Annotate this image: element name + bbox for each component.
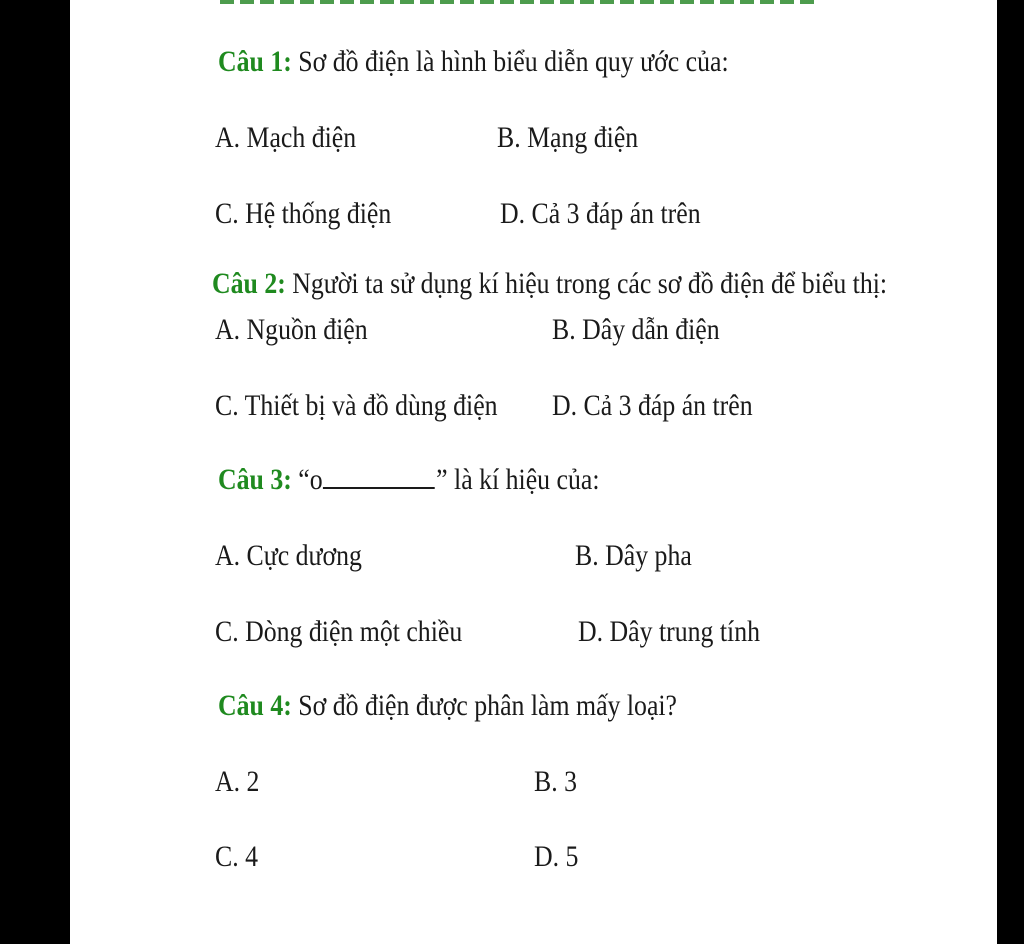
question-2-option-c: C. Thiết bị và đồ dùng điện [215, 389, 498, 422]
question-3-text-before: “o [291, 463, 323, 496]
question-1-text: Sơ đồ điện là hình biểu diễn quy ước của: [291, 45, 729, 78]
question-3-option-c: C. Dòng điện một chiều [215, 615, 463, 648]
question-1-option-a: A. Mạch điện [215, 121, 357, 154]
question-2 [212, 266, 887, 302]
question-3-label: Câu 3: [218, 463, 292, 496]
question-4-text: Sơ đồ điện được phân làm mấy loại? [291, 689, 678, 722]
question-1-option-b: B. Mạng điện [497, 121, 639, 154]
cropped-header-text [220, 0, 820, 4]
question-4-label: Câu 4: [218, 689, 292, 722]
question-4-option-a: A. 2 [215, 765, 260, 798]
document-page [70, 0, 997, 944]
symbol-line [323, 463, 435, 489]
question-2-option-a: A. Nguồn điện [215, 313, 368, 346]
question-4-option-b: B. 3 [534, 765, 578, 798]
question-1 [218, 44, 729, 80]
question-3-option-d: D. Dây trung tính [578, 615, 761, 648]
question-4-option-d: D. 5 [534, 840, 579, 873]
question-4-option-c: C. 4 [215, 840, 259, 873]
question-2-text: Người ta sử dụng kí hiệu trong các sơ đồ điện để biểu thị: [285, 267, 888, 300]
question-1-label: Câu 1: [218, 45, 292, 78]
question-2-option-d: D. Cả 3 đáp án trên [552, 389, 753, 422]
question-3 [218, 462, 599, 498]
question-3-text-after: ” là kí hiệu của: [436, 463, 600, 496]
question-1-option-c: C. Hệ thống điện [215, 197, 392, 230]
question-4 [218, 688, 677, 724]
question-3-option-a: A. Cực dương [215, 539, 362, 572]
question-2-option-b: B. Dây dẫn điện [552, 313, 720, 346]
question-2-label: Câu 2: [212, 267, 286, 300]
question-1-option-d: D. Cả 3 đáp án trên [500, 197, 701, 230]
question-3-option-b: B. Dây pha [575, 539, 692, 572]
